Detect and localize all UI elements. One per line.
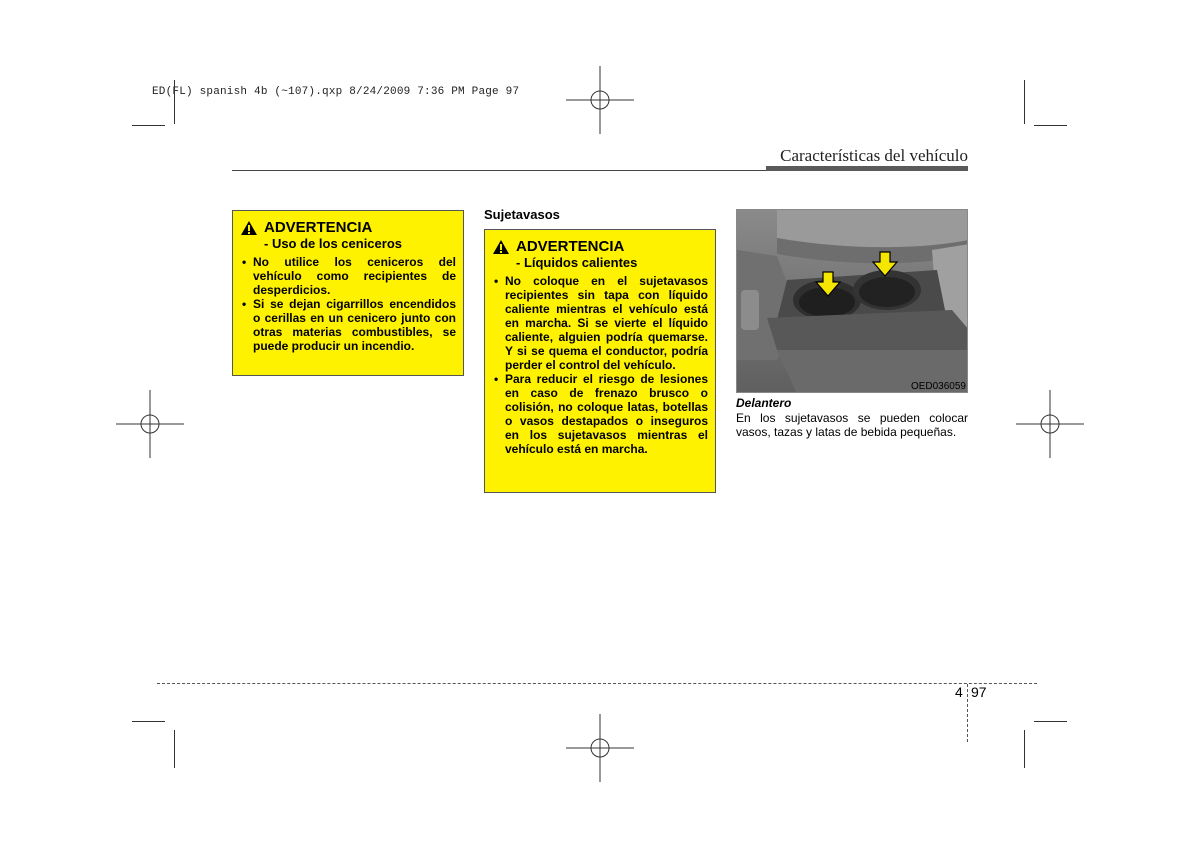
warning-list — [492, 274, 708, 456]
warning-box-ashtray — [232, 210, 464, 376]
header-bar — [766, 166, 968, 171]
cup-holder-illustration — [737, 210, 968, 393]
warning-subtitle: - Líquidos calientes — [516, 255, 638, 270]
registration-mark-icon — [566, 714, 634, 782]
footer-dotted-rule — [157, 683, 1037, 684]
warning-subtitle: - Uso de los ceniceros — [264, 236, 402, 251]
figure-caption: Delantero — [736, 396, 792, 410]
print-slug: ED(FL) spanish 4b (~107).qxp 8/24/2009 7:36 PM Page 97 — [152, 86, 520, 98]
warning-item: • Para reducir el riesgo de lesiones en caso de frenazo brusco o colisión, no coloque latas, botellas o vasos destapados o inseguros en los sujetavasos mientras el vehículo está en marcha. — [492, 372, 708, 456]
cup-holder-photo — [736, 209, 968, 393]
warning-box-hot-liquids — [484, 229, 716, 493]
warning-title: ADVERTENCIA — [516, 238, 625, 255]
crop-mark — [1024, 730, 1025, 768]
registration-mark-icon — [1016, 390, 1084, 458]
warning-triangle-icon — [492, 239, 510, 255]
figure-code: OED036059 — [910, 381, 966, 392]
registration-mark-icon — [566, 66, 634, 134]
header-rule — [232, 170, 766, 171]
warning-item: • Si se dejan cigarrillos encendidos o cerillas en un cenicero junto con otras materias combustibles, se puede producir un incendio. — [240, 297, 456, 353]
page-number: 97 — [971, 684, 987, 700]
crop-mark — [174, 730, 175, 768]
figure-body-text: En los sujetavasos se pueden colocar vasos, tazas y latas de bebida pequeñas. — [736, 411, 968, 439]
crop-mark — [1034, 721, 1067, 722]
warning-title: ADVERTENCIA — [264, 219, 373, 236]
crop-mark — [132, 721, 165, 722]
section-title: Sujetavasos — [484, 207, 560, 222]
warning-item: • No utilice los ceniceros del vehículo como recipientes de desperdicios. — [240, 255, 456, 297]
warning-item: • No coloque en el sujetavasos recipientes sin tapa con líquido caliente mientras el vehículo está en marcha. Si se vierte el líquido caliente, alguien podría quemarse. Y si se quema el conductor, podría perder el control del vehículo. — [492, 274, 708, 372]
warning-triangle-icon — [240, 220, 258, 236]
warning-list — [240, 255, 456, 353]
page-header-title: Características del vehículo — [780, 146, 968, 165]
crop-mark — [1034, 125, 1067, 126]
crop-mark — [1024, 80, 1025, 124]
crop-mark — [174, 80, 175, 124]
registration-mark-icon — [116, 390, 184, 458]
chapter-number: 4 — [955, 684, 963, 700]
page-number-separator — [967, 684, 968, 742]
crop-mark — [132, 125, 165, 126]
